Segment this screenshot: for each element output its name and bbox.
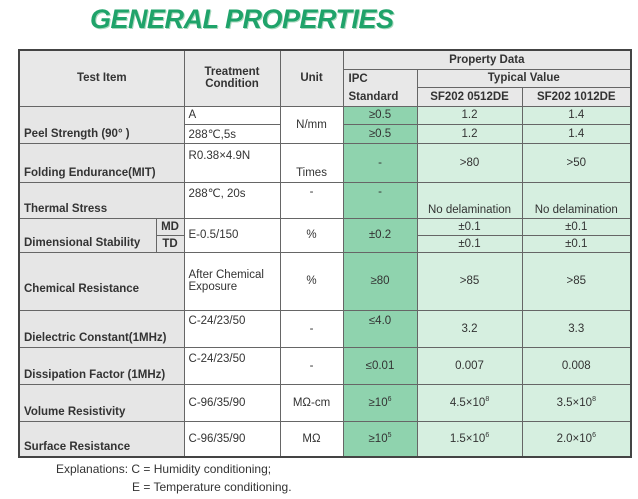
dimensional-md-label: MD — [156, 218, 184, 235]
unit-dissipation: - — [280, 347, 343, 384]
item-folding-endurance: Folding Endurance(MIT) — [19, 143, 184, 182]
table-row — [19, 421, 631, 457]
ipc-dielectric: ≤4.0 — [343, 310, 417, 347]
value-volume-0512-exp: 8 — [485, 396, 490, 404]
value-dimensional-md-1012: ±0.1 — [522, 218, 631, 235]
value-folding-1012: >50 — [522, 143, 631, 182]
cond-dissipation: C-24/23/50 — [184, 347, 280, 384]
header-typical-value: Typical Value — [417, 69, 631, 87]
cond-chemical-line2: Exposure — [188, 281, 238, 293]
ipc-surface-base: ≥10 — [368, 433, 388, 446]
value-thermal-1012: No delamination — [522, 182, 631, 218]
ipc-dimensional: ±0.2 — [343, 218, 417, 252]
cond-surface: C-96/35/90 — [184, 421, 280, 457]
value-peel-b-1012: 1.4 — [522, 124, 631, 143]
value-surface-1012-base: 2.0×10 — [556, 433, 593, 446]
table-row — [19, 218, 631, 235]
unit-chemical: % — [280, 252, 343, 310]
header-treatment-line2: Condition — [205, 78, 259, 91]
header-treatment-line1: Treatment — [204, 66, 260, 79]
item-surface-resistance: Surface Resistance — [19, 421, 184, 457]
unit-dielectric: - — [280, 310, 343, 347]
item-thermal-stress: Thermal Stress — [19, 182, 184, 218]
unit-peel: N/mm — [280, 106, 343, 143]
unit-dimensional: % — [280, 218, 343, 252]
item-dimensional-stability: Dimensional Stability — [19, 218, 156, 252]
value-peel-b-0512: 1.2 — [417, 124, 522, 143]
item-chemical-resistance: Chemical Resistance — [19, 252, 184, 310]
value-dielectric-1012: 3.3 — [522, 310, 631, 347]
ipc-peel-a: ≥0.5 — [343, 106, 417, 124]
header-col-1012: SF202 1012DE — [522, 87, 631, 106]
table-row — [19, 384, 631, 421]
value-volume-1012-exp: 8 — [592, 396, 596, 404]
ipc-volume-exp: 6 — [387, 396, 392, 404]
value-dimensional-md-0512: ±0.1 — [417, 218, 522, 235]
cond-dielectric: C-24/23/50 — [184, 310, 280, 347]
value-surface-1012-exp: 6 — [592, 432, 596, 440]
value-surface-1012 — [522, 421, 631, 457]
ipc-chemical: ≥80 — [343, 252, 417, 310]
ipc-surface-exp: 5 — [387, 432, 392, 440]
properties-table — [18, 49, 632, 458]
value-peel-a-1012: 1.4 — [522, 106, 631, 124]
explanation-line-2: E = Temperature conditioning. — [132, 480, 292, 494]
cond-peel-a: A — [184, 106, 280, 124]
value-folding-0512: >80 — [417, 143, 522, 182]
header-test-item: Test Item — [19, 50, 184, 106]
ipc-dissipation: ≤0.01 — [343, 347, 417, 384]
header-ipc-line2: Standard — [348, 90, 399, 103]
value-dimensional-td-0512: ±0.1 — [417, 235, 522, 252]
cond-chemical-line1: After Chemical — [188, 269, 264, 281]
ipc-volume — [343, 384, 417, 421]
header-property-data: Property Data — [343, 50, 631, 69]
item-dissipation-factor: Dissipation Factor (1MHz) — [19, 347, 184, 384]
table-row — [19, 347, 631, 384]
ipc-peel-b: ≥0.5 — [343, 124, 417, 143]
table-row — [19, 310, 631, 347]
ipc-folding: - — [343, 143, 417, 182]
unit-folding: Times — [280, 143, 343, 182]
item-volume-resistivity: Volume Resistivity — [19, 384, 184, 421]
ipc-volume-base: ≥10 — [368, 396, 388, 409]
header-unit: Unit — [280, 50, 343, 106]
unit-volume: MΩ-cm — [280, 384, 343, 421]
header-ipc-line1: IPC — [348, 72, 368, 85]
item-peel-strength: Peel Strength (90° ) — [19, 106, 184, 143]
cond-dimensional: E-0.5/150 — [184, 218, 280, 252]
value-volume-0512 — [417, 384, 522, 421]
table-row — [19, 106, 631, 124]
value-chemical-1012: >85 — [522, 252, 631, 310]
value-volume-0512-base: 4.5×10 — [449, 396, 486, 409]
cond-folding: R0.38×4.9N — [184, 143, 280, 182]
table-row — [19, 252, 631, 310]
ipc-surface — [343, 421, 417, 457]
value-peel-a-0512: 1.2 — [417, 106, 522, 124]
cond-volume: C-96/35/90 — [184, 384, 280, 421]
value-thermal-0512: No delamination — [417, 182, 522, 218]
ipc-thermal: - — [343, 182, 417, 218]
value-volume-1012-base: 3.5×10 — [556, 396, 593, 409]
value-surface-0512 — [417, 421, 522, 457]
cond-chemical — [184, 252, 280, 310]
dimensional-td-label: TD — [156, 235, 184, 252]
cond-thermal: 288℃, 20s — [184, 182, 280, 218]
item-dielectric-constant: Dielectric Constant(1MHz) — [19, 310, 184, 347]
value-dissipation-1012: 0.008 — [522, 347, 631, 384]
value-dimensional-td-1012: ±0.1 — [522, 235, 631, 252]
value-chemical-0512: >85 — [417, 252, 522, 310]
header-treatment — [184, 50, 280, 106]
value-dissipation-0512: 0.007 — [417, 347, 522, 384]
unit-thermal: - — [280, 182, 343, 218]
cond-peel-b: 288℃,5s — [184, 124, 280, 143]
explanation-line-1: Explanations: C = Humidity conditioning; — [56, 462, 272, 476]
value-dielectric-0512: 3.2 — [417, 310, 522, 347]
value-volume-1012 — [522, 384, 631, 421]
table-row — [19, 143, 631, 182]
page-title: GENERAL PROPERTIES — [90, 4, 394, 34]
header-ipc — [343, 69, 417, 106]
table-row — [19, 182, 631, 218]
header-col-0512: SF202 0512DE — [417, 87, 522, 106]
unit-surface: MΩ — [280, 421, 343, 457]
value-surface-0512-exp: 6 — [485, 432, 490, 440]
value-surface-0512-base: 1.5×10 — [449, 433, 486, 446]
